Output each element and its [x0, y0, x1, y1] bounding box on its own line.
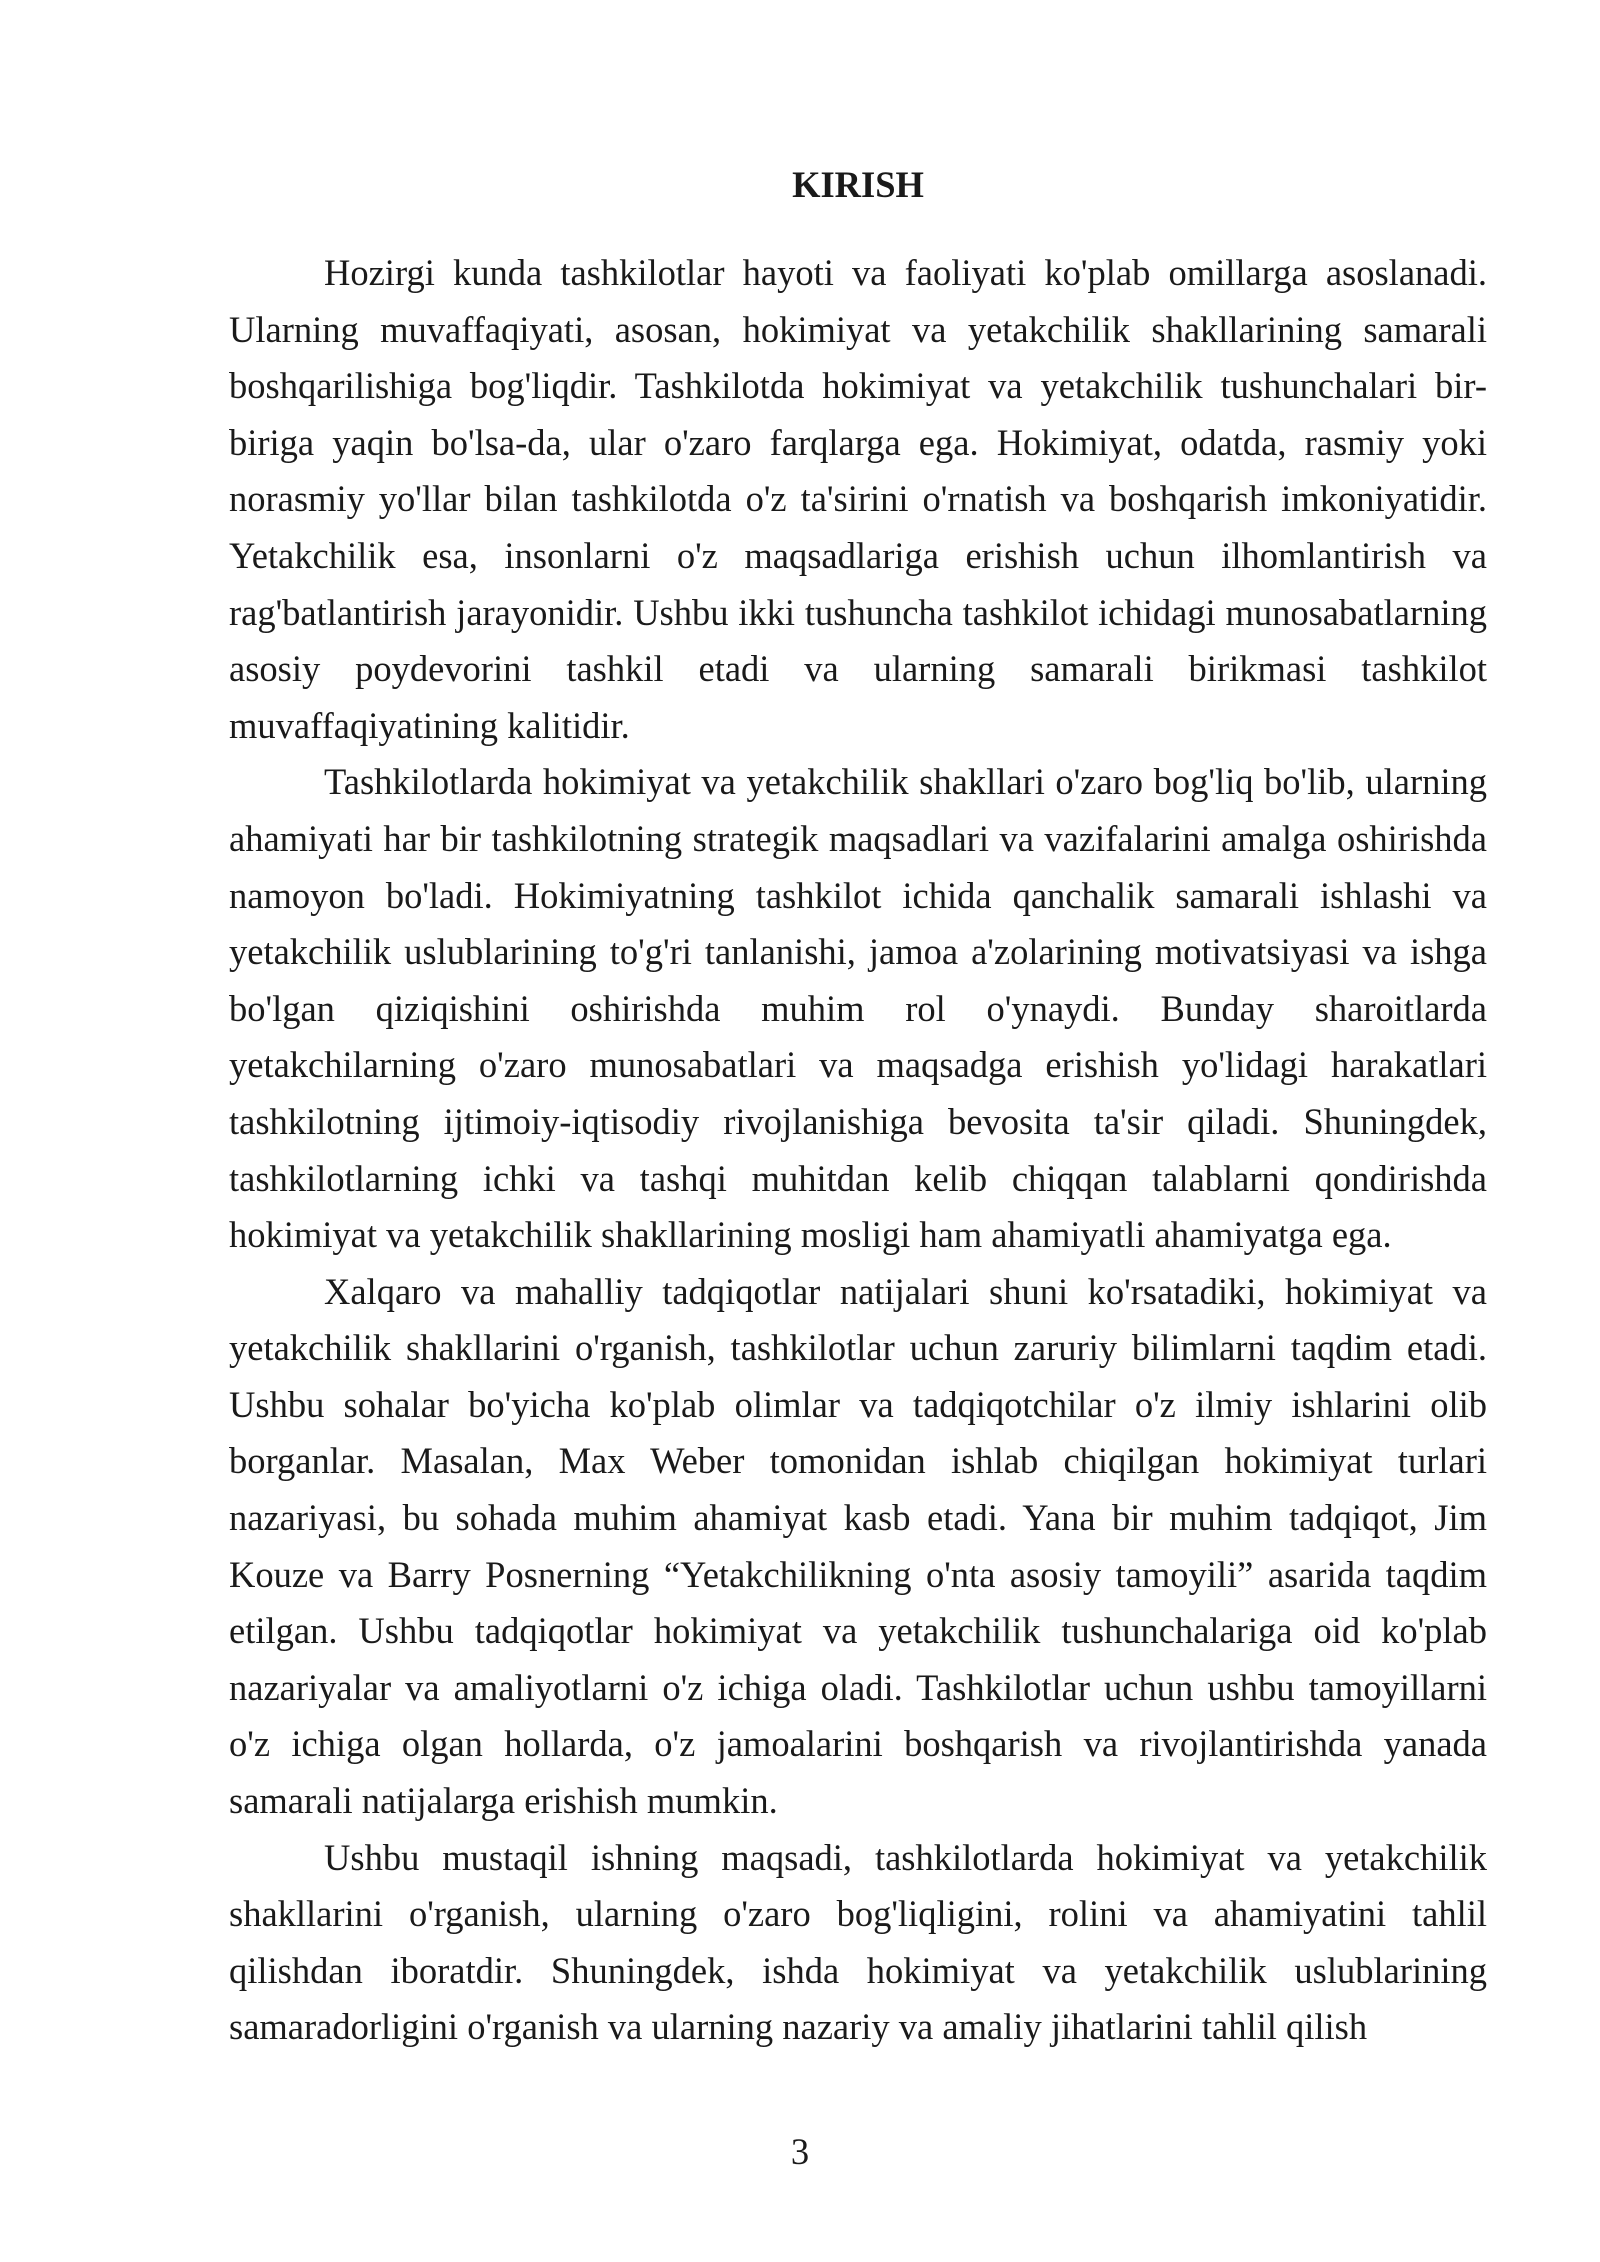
- page-number: 3: [790, 2131, 810, 2172]
- paragraph-3: Xalqaro va mahalliy tadqiqotlar natijalari shuni ko'rsatadiki, hokimiyat va yetakchilik shakllarini o'rganish, tashkilotlar uchun zaruriy bilimlarni taqdim etadi. Ushbu sohalar bo'yicha ko'plab olimlar va tadqiqotchilar o'z ilmiy ishlarini olib borganlar. Masalan, Max Weber tomonidan ishlab chiqilgan hokimiyat turlari nazariyasi, bu sohada muhim ahamiyat kasb etadi. Yana bir muhim tadqiqot, Jim Kouze va Barry Posnerning “Yetakchilikning o'nta asosiy tamoyili” asarida taqdim etilgan. Ushbu tadqiqotlar hokimiyat va yetakchilik tushunchalariga oid ko'plab nazariyalar va amaliyotlarni o'z ichiga oladi. Tashkilotlar uchun ushbu tamoyillarni o'z ichiga olgan hollarda, o'z jamoalarini boshqarish va rivojlantirishda yanada samarali natijalarga erishish mumkin.: [229, 1270, 1487, 1822]
- paragraph-1: Hozirgi kunda tashkilotlar hayoti va faoliyati ko'plab omillarga asoslanadi. Ularning muvaffaqiyati, asosan, hokimiyat va yetakchilik shakllarining samarali boshqarilishiga bog'liqdir. Tashkilotda hokimiyat va yetakchilik tushunchalari bir-biriga yaqin bo'lsa-da, ular o'zaro farqlarga ega. Hokimiyat, odatda, rasmiy yoki norasmiy yo'llar bilan tashkilotda o'z ta'sirini o'rnatish va boshqarish imkoniyatidir. Yetakchilik esa, insonlarni o'z maqsadlariga erishish uchun ilhomlantirish va rag'batlantirish jarayonidir. Ushbu ikki tushuncha tashkilot ichidagi munosabatlarning asosiy poydevorini tashkil etadi va ularning samarali birikmasi tashkilot muvaffaqiyatining kalitidir.: [229, 252, 1487, 746]
- page-content: [229, 165, 1487, 2056]
- paragraph-4: Ushbu mustaqil ishning maqsadi, tashkilotlarda hokimiyat va yetakchilik shakllarini o'rganish, ularning o'zaro bog'liqligini, rolini va ahamiyatini tahlil qilishdan iboratdir. Shuningdek, ishda hokimiyat va yetakchilik uslublarining samaradorligini o'rganish va ularning nazariy va amaliy jihatlarini tahlil qilish: [229, 1836, 1487, 2048]
- paragraph-2: Tashkilotlarda hokimiyat va yetakchilik shakllari o'zaro bog'liq bo'lib, ularning ahamiyati har bir tashkilotning strategik maqsadlari va vazifalarini amalga oshirishda namoyon bo'ladi. Hokimiyatning tashkilot ichida qanchalik samarali ishlashi va yetakchilik uslublarining to'g'ri tanlanishi, jamoa a'zolarining motivatsiyasi va ishga bo'lgan qiziqishini oshirishda muhim rol o'ynaydi. Bunday sharoitlarda yetakchilarning o'zaro munosabatlari va maqsadga erishish yo'lidagi harakatlari tashkilotning ijtimoiy-iqtisodiy rivojlanishiga bevosita ta'sir qiladi. Shuningdek, tashkilotlarning ichki va tashqi muhitdan kelib chiqqan talablarni qondirishda hokimiyat va yetakchilik shakllarining mosligi ham ahamiyatli ahamiyatga ega.: [229, 761, 1487, 1256]
- page-title: KIRISH: [792, 164, 924, 205]
